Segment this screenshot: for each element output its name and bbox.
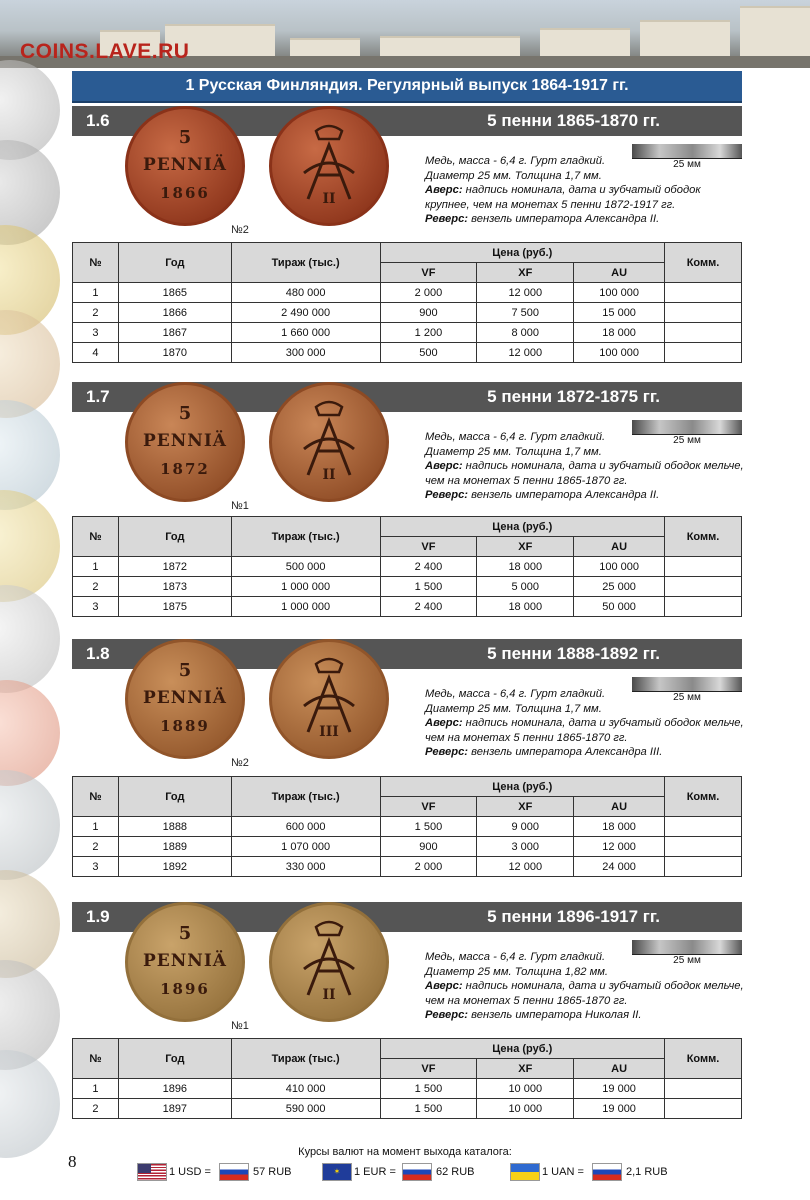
desc-dimensions: Диаметр 25 мм. Толщина 1,7 мм. <box>425 702 602 715</box>
table-cell: 2 <box>73 577 119 597</box>
table-row <box>73 303 742 323</box>
col-mintage: Тираж (тыс.) <box>231 777 380 817</box>
table-cell: 2 400 <box>380 597 477 617</box>
section-number: 1.8 <box>86 644 110 663</box>
monogram-numeral: II <box>322 987 336 1003</box>
table-cell: 590 000 <box>231 1099 380 1119</box>
col-num: № <box>73 517 119 557</box>
col-comment: Комм. <box>665 1039 742 1079</box>
coin-obverse <box>125 106 245 226</box>
table-cell: 15 000 <box>574 303 665 323</box>
desc-avers <box>425 459 745 488</box>
monogram-numeral: III <box>319 724 339 740</box>
col-vf: VF <box>380 263 477 283</box>
coin-obverse <box>125 902 245 1022</box>
col-num: № <box>73 243 119 283</box>
table-cell <box>665 817 742 837</box>
ruler-edge <box>632 940 742 954</box>
col-xf: XF <box>477 797 574 817</box>
desc-dimensions: Диаметр 25 мм. Толщина 1,7 мм. <box>425 445 602 458</box>
revers-text: вензель императора Александра II. <box>471 489 660 501</box>
table-row <box>73 557 742 577</box>
table-cell: 2 <box>73 837 119 857</box>
table-cell: 1 500 <box>380 817 477 837</box>
table-cell <box>665 323 742 343</box>
table-cell: 19 000 <box>574 1099 665 1119</box>
col-year: Год <box>118 1039 231 1079</box>
table-cell: 25 000 <box>574 577 665 597</box>
table-cell: 9 000 <box>477 817 574 837</box>
table-cell <box>665 1099 742 1119</box>
col-vf: VF <box>380 537 477 557</box>
table-cell: 12 000 <box>477 343 574 363</box>
col-num: № <box>73 1039 119 1079</box>
col-au: AU <box>574 797 665 817</box>
coin-legend: PENNIÄ <box>143 688 227 708</box>
table-row <box>73 323 742 343</box>
table-cell: 1892 <box>118 857 231 877</box>
section-number: 1.7 <box>86 387 110 406</box>
variant-label: №2 <box>231 757 249 769</box>
table-cell: 1866 <box>118 303 231 323</box>
col-vf: VF <box>380 1059 477 1079</box>
ua-flag-icon <box>510 1163 540 1181</box>
table-cell: 2 490 000 <box>231 303 380 323</box>
monogram-numeral: II <box>322 467 336 483</box>
col-au: AU <box>574 263 665 283</box>
size-ruler <box>632 677 742 703</box>
table-cell: 3 <box>73 857 119 877</box>
decor-coin <box>0 770 60 880</box>
table-cell: 1 000 000 <box>231 577 380 597</box>
table-cell <box>665 577 742 597</box>
desc-material: Медь, масса - 6,4 г. Гурт гладкий. <box>425 155 606 167</box>
desc-avers <box>425 716 745 745</box>
table-cell: 1 <box>73 283 119 303</box>
ruler-label: 25 мм <box>632 954 742 966</box>
col-year: Год <box>118 517 231 557</box>
coin-denomination: 5 <box>178 403 192 424</box>
table-cell <box>665 1079 742 1099</box>
desc-revers <box>425 212 745 227</box>
desc-dimensions: Диаметр 25 мм. Толщина 1,7 мм. <box>425 169 602 182</box>
rate-from: 1 UAN = <box>542 1166 584 1178</box>
avers-text: надпись номинала, дата и зубчатый ободок мельче, чем на монетах 5 пенни 1865-1870 гг. <box>425 980 744 1007</box>
coin-strip <box>0 40 64 1200</box>
table-cell: 3 000 <box>477 837 574 857</box>
table-row <box>73 1079 742 1099</box>
coin-reverse <box>269 639 389 759</box>
table-cell: 1872 <box>118 557 231 577</box>
variant-label: №2 <box>231 224 249 236</box>
table-cell: 18 000 <box>574 323 665 343</box>
section-title: 5 пенни 1888-1892 гг. <box>487 644 660 663</box>
mintage-table <box>72 516 742 617</box>
table-cell: 1897 <box>118 1099 231 1119</box>
col-mintage: Тираж (тыс.) <box>231 243 380 283</box>
desc-revers <box>425 488 745 503</box>
table-cell: 1867 <box>118 323 231 343</box>
col-vf: VF <box>380 797 477 817</box>
monogram-numeral: II <box>322 191 336 207</box>
mintage-table <box>72 1038 742 1119</box>
table-cell: 2 400 <box>380 557 477 577</box>
variant-label: №1 <box>231 1020 249 1032</box>
revers-text: вензель императора Николая II. <box>471 1009 642 1021</box>
col-num: № <box>73 777 119 817</box>
table-cell: 2 000 <box>380 283 477 303</box>
ruler-label: 25 мм <box>632 434 742 446</box>
section-number: 1.6 <box>86 111 110 130</box>
table-row <box>73 1099 742 1119</box>
rate-to: 62 RUB <box>436 1166 475 1178</box>
col-year: Год <box>118 777 231 817</box>
revers-label: Реверс: <box>425 746 469 758</box>
catalog-section <box>72 106 742 359</box>
rate-usd <box>137 1163 327 1181</box>
table-cell: 1870 <box>118 343 231 363</box>
table-cell <box>665 283 742 303</box>
table-cell: 1 <box>73 1079 119 1099</box>
table-row <box>73 343 742 363</box>
table-cell: 1 000 000 <box>231 597 380 617</box>
table-cell: 2 000 <box>380 857 477 877</box>
coin-obverse <box>125 382 245 502</box>
rate-from: 1 USD = <box>169 1166 211 1178</box>
ru-flag-icon <box>219 1163 249 1181</box>
rate-eur <box>322 1163 512 1181</box>
ruler-edge <box>632 144 742 158</box>
table-cell: 2 <box>73 303 119 323</box>
avers-label: Аверс: <box>425 717 463 729</box>
table-cell: 10 000 <box>477 1099 574 1119</box>
avers-label: Аверс: <box>425 460 463 472</box>
col-price: Цена (руб.) <box>380 243 665 263</box>
table-cell <box>665 597 742 617</box>
coin-reverse <box>269 382 389 502</box>
table-cell: 1 500 <box>380 1099 477 1119</box>
avers-text: надпись номинала, дата и зубчатый ободок мельче, чем на монетах 5 пенни 1865-1870 гг. <box>425 717 744 744</box>
coin-reverse <box>269 902 389 1022</box>
revers-label: Реверс: <box>425 489 469 501</box>
coin-year: 1889 <box>160 717 210 735</box>
table-cell: 12 000 <box>574 837 665 857</box>
table-cell <box>665 343 742 363</box>
coin-denomination: 5 <box>178 127 192 148</box>
table-cell: 1896 <box>118 1079 231 1099</box>
revers-text: вензель императора Александра III. <box>471 746 663 758</box>
ruler-label: 25 мм <box>632 691 742 703</box>
size-ruler <box>632 940 742 966</box>
table-cell <box>665 837 742 857</box>
size-ruler <box>632 144 742 170</box>
ru-flag-icon <box>592 1163 622 1181</box>
table-cell: 12 000 <box>477 857 574 877</box>
table-cell: 1873 <box>118 577 231 597</box>
us-flag-icon <box>137 1163 167 1181</box>
decor-coin <box>0 585 60 693</box>
banner-building <box>740 6 810 60</box>
col-mintage: Тираж (тыс.) <box>231 1039 380 1079</box>
col-price: Цена (руб.) <box>380 777 665 797</box>
coin-legend: PENNIÄ <box>143 951 227 971</box>
table-cell <box>665 303 742 323</box>
table-row <box>73 283 742 303</box>
catalog-section <box>72 902 744 1115</box>
table-header-row <box>73 777 742 797</box>
col-comment: Комм. <box>665 777 742 817</box>
table-cell: 1889 <box>118 837 231 857</box>
table-cell: 10 000 <box>477 1079 574 1099</box>
desc-avers <box>425 183 745 212</box>
table-cell: 1 500 <box>380 1079 477 1099</box>
col-mintage: Тираж (тыс.) <box>231 517 380 557</box>
table-cell: 1 200 <box>380 323 477 343</box>
col-au: AU <box>574 537 665 557</box>
col-comment: Комм. <box>665 517 742 557</box>
table-row <box>73 817 742 837</box>
col-price: Цена (руб.) <box>380 1039 665 1059</box>
revers-label: Реверс: <box>425 213 469 225</box>
avers-text: надпись номинала, дата и зубчатый ободок мельче, чем на монетах 5 пенни 1865-1870 гг. <box>425 460 744 487</box>
table-cell: 900 <box>380 303 477 323</box>
ruler-edge <box>632 420 742 434</box>
table-cell: 19 000 <box>574 1079 665 1099</box>
table-cell: 100 000 <box>574 283 665 303</box>
table-cell: 100 000 <box>574 557 665 577</box>
coin-legend: PENNIÄ <box>143 431 227 451</box>
col-comment: Комм. <box>665 243 742 283</box>
size-ruler <box>632 420 742 446</box>
table-cell: 900 <box>380 837 477 857</box>
col-au: AU <box>574 1059 665 1079</box>
table-cell: 50 000 <box>574 597 665 617</box>
section-title: 5 пенни 1872-1875 гг. <box>487 387 660 406</box>
table-cell: 18 000 <box>477 597 574 617</box>
mintage-table <box>72 242 742 363</box>
desc-avers <box>425 979 745 1008</box>
table-cell: 1 <box>73 817 119 837</box>
mintage-table <box>72 776 742 877</box>
decor-coin <box>0 1050 60 1158</box>
table-cell: 1865 <box>118 283 231 303</box>
coin-reverse <box>269 106 389 226</box>
rate-uan <box>510 1163 700 1181</box>
desc-revers <box>425 1008 745 1023</box>
table-cell: 500 000 <box>231 557 380 577</box>
table-cell: 4 <box>73 343 119 363</box>
catalog-section <box>72 639 744 873</box>
coin-year: 1866 <box>160 184 210 202</box>
ruler-edge <box>632 677 742 691</box>
table-cell <box>665 557 742 577</box>
avers-text: надпись номинала, дата и зубчатый ободок крупнее, чем на монетах 5 пенни 1872-1917 гг. <box>425 184 701 211</box>
table-row <box>73 857 742 877</box>
desc-dimensions: Диаметр 25 мм. Толщина 1,82 мм. <box>425 965 609 978</box>
table-cell: 3 <box>73 597 119 617</box>
table-cell: 18 000 <box>574 817 665 837</box>
page-number: 8 <box>68 1152 77 1171</box>
table-cell: 1888 <box>118 817 231 837</box>
desc-material: Медь, масса - 6,4 г. Гурт гладкий. <box>425 951 606 963</box>
ru-flag-icon <box>402 1163 432 1181</box>
rate-to: 2,1 RUB <box>626 1166 668 1178</box>
table-cell: 2 <box>73 1099 119 1119</box>
section-number: 1.9 <box>86 907 110 926</box>
banner-building <box>640 20 730 60</box>
section-title: 5 пенни 1865-1870 гг. <box>487 111 660 130</box>
exchange-rates-note: Курсы валют на момент выхода каталога: <box>298 1146 512 1158</box>
ruler-label: 25 мм <box>632 158 742 170</box>
site-logo: COINS.LAVE.RU <box>20 40 190 63</box>
col-xf: XF <box>477 263 574 283</box>
revers-label: Реверс: <box>425 1009 469 1021</box>
table-cell: 3 <box>73 323 119 343</box>
table-row <box>73 577 742 597</box>
table-header-row <box>73 243 742 263</box>
coin-denomination: 5 <box>178 660 192 681</box>
table-cell: 5 000 <box>477 577 574 597</box>
desc-material: Медь, масса - 6,4 г. Гурт гладкий. <box>425 688 606 700</box>
table-cell: 300 000 <box>231 343 380 363</box>
avers-label: Аверс: <box>425 184 463 196</box>
table-cell: 24 000 <box>574 857 665 877</box>
table-cell: 330 000 <box>231 857 380 877</box>
table-cell: 1 660 000 <box>231 323 380 343</box>
table-cell: 480 000 <box>231 283 380 303</box>
table-cell: 100 000 <box>574 343 665 363</box>
rate-from: 1 EUR = <box>354 1166 396 1178</box>
desc-revers <box>425 745 745 760</box>
rate-to: 57 RUB <box>253 1166 292 1178</box>
table-cell: 18 000 <box>477 557 574 577</box>
col-year: Год <box>118 243 231 283</box>
table-cell: 1875 <box>118 597 231 617</box>
table-cell: 500 <box>380 343 477 363</box>
table-header-row <box>73 1039 742 1059</box>
coin-year: 1872 <box>160 460 210 478</box>
table-cell: 600 000 <box>231 817 380 837</box>
table-row <box>73 837 742 857</box>
col-xf: XF <box>477 1059 574 1079</box>
desc-material: Медь, масса - 6,4 г. Гурт гладкий. <box>425 431 606 443</box>
table-cell <box>665 857 742 877</box>
page-title: 1 Русская Финляндия. Регулярный выпуск 1864-1917 гг. <box>72 71 742 103</box>
coin-denomination: 5 <box>178 923 192 944</box>
catalog-section <box>72 382 744 613</box>
table-header-row <box>73 517 742 537</box>
coin-legend: PENNIÄ <box>143 155 227 175</box>
revers-text: вензель императора Александра II. <box>471 213 660 225</box>
eu-flag-icon: ✶ <box>322 1163 352 1181</box>
col-price: Цена (руб.) <box>380 517 665 537</box>
avers-label: Аверс: <box>425 980 463 992</box>
table-cell: 1 070 000 <box>231 837 380 857</box>
table-cell: 12 000 <box>477 283 574 303</box>
table-cell: 7 500 <box>477 303 574 323</box>
variant-label: №1 <box>231 500 249 512</box>
col-xf: XF <box>477 537 574 557</box>
table-cell: 410 000 <box>231 1079 380 1099</box>
table-cell: 8 000 <box>477 323 574 343</box>
section-title: 5 пенни 1896-1917 гг. <box>487 907 660 926</box>
table-cell: 1 500 <box>380 577 477 597</box>
table-cell: 1 <box>73 557 119 577</box>
coin-year: 1896 <box>160 980 210 998</box>
coin-obverse <box>125 639 245 759</box>
table-row <box>73 597 742 617</box>
